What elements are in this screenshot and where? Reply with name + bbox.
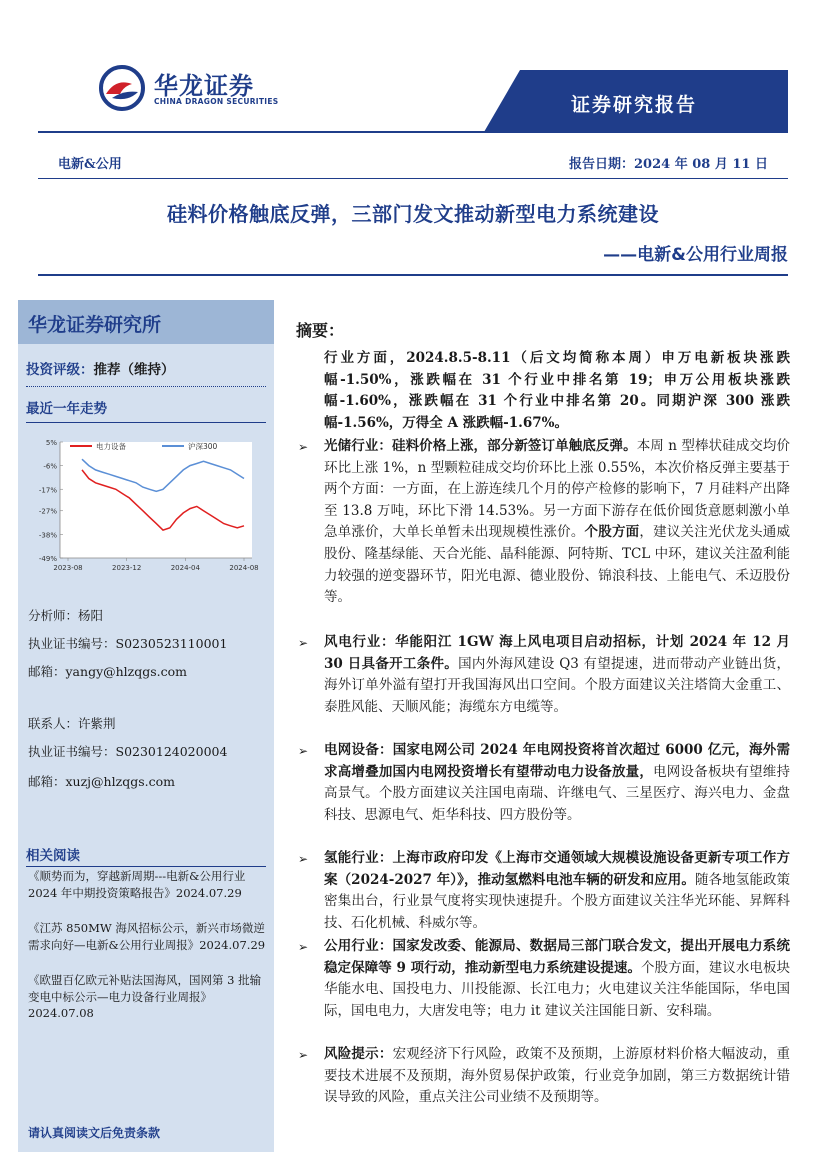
item-body2: ，建议关注光伏龙头通威股份、隆基绿能、天合光能、晶科能源、阿特斯、TCL 中环，建议关注盈利能力较强的逆变器环节，阳光电源、德业股份、锦浪科技、上能电气、禾迈股份等。: [324, 524, 791, 606]
related-item[interactable]: 《顺势而为，穿越新周期---电新&公用行业 2024 年中期投资策略报告》2024.07.29: [28, 869, 246, 900]
related-title: 相关阅读: [26, 848, 80, 864]
contact-name: 联系人：许紫荆: [28, 716, 116, 731]
report-subtitle: ——电新&公用行业周报: [603, 245, 788, 265]
legend-label: 沪深300: [188, 442, 218, 451]
item-head: 风电行业：华能阳江 1GW 海上风电项目启动招标，计划 2024 年 12 月 30 日具备开工条件。: [324, 634, 790, 672]
contact-cert: 执业证书编号：S0230124020004: [28, 744, 228, 759]
x-tick-label: 2023-08: [53, 564, 83, 572]
y-tick-label: -17%: [38, 486, 57, 495]
x-tick-label: 2024-04: [170, 564, 200, 572]
item-body: 随各地氢能政策密集出台，行业景气度将实现快速提升。个股方面建议关注华光环能、昇辉科技、石化机械、科威尔等。: [324, 871, 790, 931]
arrow-bullet-icon: ➢: [298, 940, 309, 954]
item-head: 电网设备：国家电网公司 2024 年电网投资将首次超过 6000 亿元，海外需求高增叠加国内电网投资增长有望带动电力设备放量，: [324, 742, 790, 780]
report-date: 报告日期：2024 年 08 月 11 日: [569, 157, 768, 172]
divider: [26, 866, 266, 867]
arrow-bullet-icon: ➢: [298, 440, 309, 454]
meta-row: [40, 153, 786, 173]
y-tick-label: 5%: [45, 439, 57, 447]
intro-paragraph: 行业方面，2024.8.5-8.11（后文均简称本周）申万电新板块涨跌幅-1.50%，涨跌幅在 31 个行业中排名第 19；申万公用板块涨跌幅-1.60%，涨跌幅在 31 个行业中排名第 20。同期沪深 300 涨跌幅-1.56%，万得全 A 涨跌幅-1.67%。: [324, 350, 790, 431]
analyst-cert: 执业证书编号：S0230523110001: [28, 636, 228, 651]
item-pv-storage: [324, 436, 790, 609]
y-tick-label: -27%: [38, 507, 57, 516]
item-body: 国内外海风建设 Q3 有望提速，进而带动产业链出货，海外订单外溢有望打开我国海风出口空间。个股方面建议关注塔筒大金重工、泰胜风能、天顺风能；海缆东方电缆等。: [324, 655, 790, 715]
logo-en: CHINA DRAGON SECURITIES: [154, 97, 279, 106]
item-body: 本周 n 型棒状硅成交均价环比上涨 1%，n 型颗粒硅成交均价环比上涨 0.55%，本次价格反弹主要基于两个方面：一方面，在上游连续几个月的停产检修的影响下，7 月硅料产出降至 13.8 万吨，环比下滑 14.53%。另一方面下游存在低价囤货意愿刺激小单急单涨价，大单长单暂未出现规模性涨价。: [324, 438, 791, 541]
logo-cn: 华龙证券: [154, 72, 254, 100]
banner-title: 证券研究报告: [570, 94, 697, 116]
x-tick-label: 2023-12: [112, 564, 142, 572]
related-item[interactable]: 《欧盟百亿欧元补贴法国海风，国网第 3 批输变电中标公示—电力设备行业周报》2024.07.08: [28, 973, 262, 1020]
item-head: 光储行业：硅料价格上涨，部分新签订单触底反弹。: [324, 438, 637, 454]
divider: [38, 274, 788, 276]
sidebar-header: [18, 300, 274, 344]
item-risk: [324, 1044, 790, 1109]
trend-chart: [26, 428, 262, 578]
y-tick-label: -49%: [38, 555, 57, 563]
item-head2: 个股方面: [584, 524, 640, 541]
trend-title: 最近一年走势: [26, 401, 107, 417]
y-tick-label: -6%: [43, 462, 57, 471]
rating-value: 推荐（维持）: [93, 362, 175, 378]
disclaimer: 请认真阅读文后免责条款: [28, 1126, 161, 1140]
sector-label: 电新&公用: [58, 157, 122, 172]
item-grid: [324, 740, 790, 826]
item-body: 宏观经济下行风险，政策不及预期，上游原材料价格大幅波动，重要技术进展不及预期，海外贸易保护政策，行业竞争加剧，第三方数据统计错误导致的风险，重点关注公司业绩不及预期等。: [324, 1046, 791, 1106]
item-head: 氢能行业：上海市政府印发《上海市交通领域大规模设施设备更新专项工作方案（2024-2027 年）》，推动氢燃料电池车辆的研发和应用。: [324, 850, 790, 888]
related-item[interactable]: 《江苏 850MW 海风招标公示，新兴市场微逆需求向好—电新&公用行业周报》2024.07.29: [28, 921, 266, 952]
arrow-bullet-icon: ➢: [298, 636, 309, 650]
x-tick-label: 2024-08: [229, 564, 259, 572]
arrow-bullet-icon: ➢: [298, 852, 309, 866]
item-wind: [324, 632, 790, 718]
summary-heading: 摘要：: [296, 321, 345, 340]
y-tick-label: -38%: [38, 531, 57, 540]
item-head: 公用行业：国家发改委、能源局、数据局三部门联合发文，提出开展电力系统稳定保障等 9 项行动，推动新型电力系统建设提速。: [324, 938, 790, 976]
legend-label: 电力设备: [96, 442, 126, 451]
item-hydrogen: [324, 848, 790, 934]
divider: [26, 422, 266, 423]
divider: [38, 178, 788, 179]
item-body: 电网设备板块有望维持高景气。个股方面建议关注国电南瑞、许继电气、三星医疗、海兴电力、金盘科技、思源电气、炬华科技、四方股份等。: [324, 763, 791, 823]
investment-rating: [26, 358, 175, 378]
analyst-name: 分析师：杨阳: [28, 608, 104, 623]
arrow-bullet-icon: ➢: [298, 744, 309, 758]
arrow-bullet-icon: ➢: [298, 1048, 309, 1062]
institute-name: 华龙证券研究所: [28, 314, 162, 336]
chart-plot-area: [60, 442, 252, 558]
rating-label: 投资评级：: [26, 362, 94, 378]
divider: [26, 386, 266, 387]
report-title: 硅料价格触底反弹，三部门发文推动新型电力系统建设: [167, 202, 659, 226]
item-head: 风险提示：: [324, 1046, 393, 1062]
analyst-email[interactable]: 邮箱：yangy@hlzqgs.com: [28, 664, 188, 679]
sidebar: [18, 300, 274, 1152]
item-body: 个股方面，建议水电板块华能水电、国投电力、川投能源、长江电力；火电建议关注华能国际，华电国际，国电电力，大唐发电等；电力 it 建议关注国能日新、安科瑞。: [324, 959, 791, 1019]
contact-email[interactable]: 邮箱：xuzj@hlzqgs.com: [28, 774, 175, 789]
item-utilities: [324, 936, 790, 1022]
